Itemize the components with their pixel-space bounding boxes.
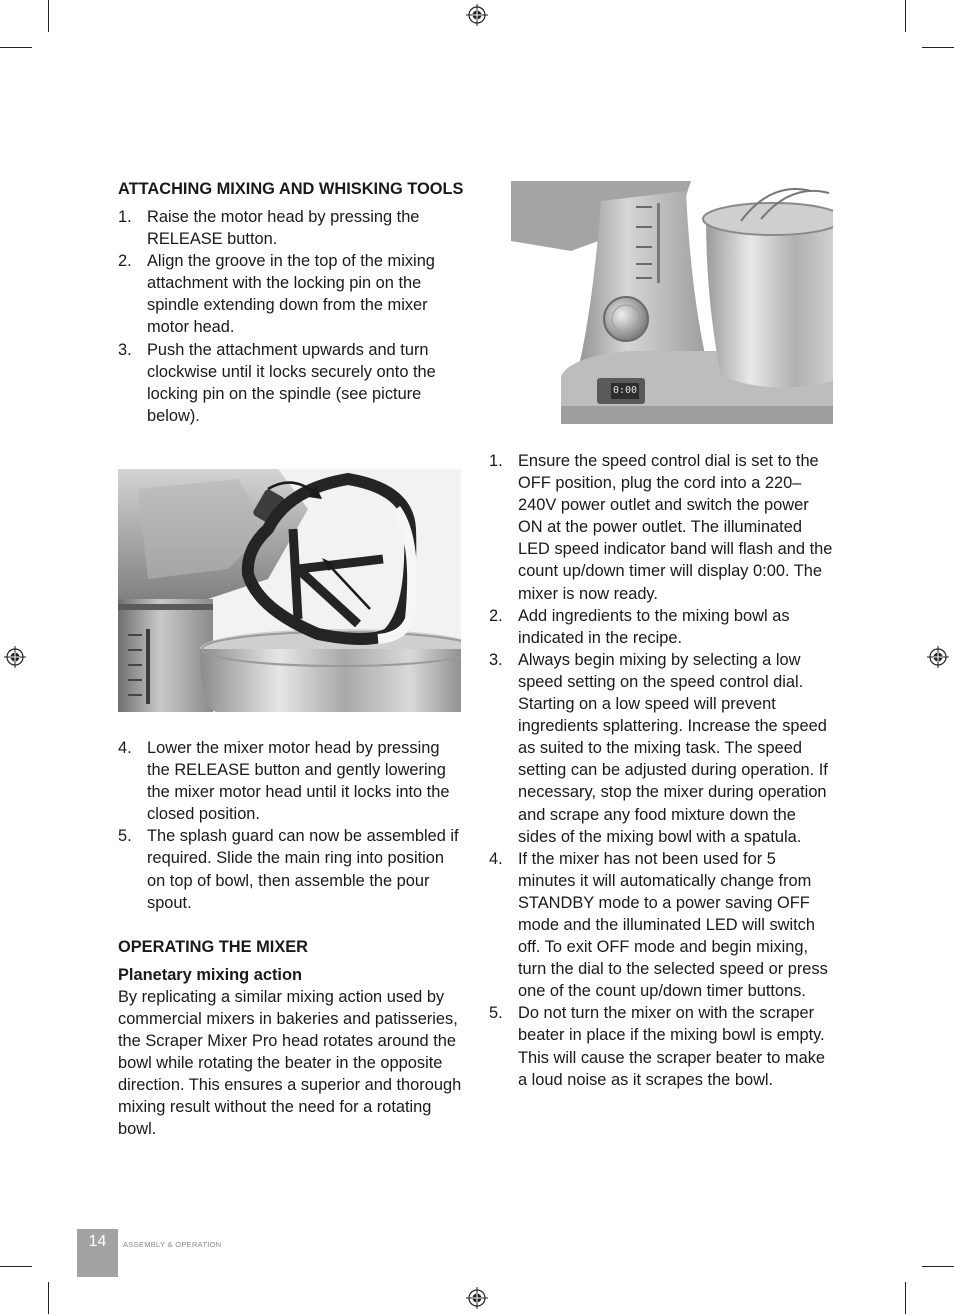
mixer-control-panel-photo: [511, 181, 833, 424]
registration-mark-icon: [466, 4, 488, 26]
list-item: 4. If the mixer has not been used for 5 minutes it will automatically change from STANDBY mode to a power saving OFF mode and the illuminated LED will switch off. To exit OFF mode and begin mixing, turn the dial to the selected speed or press one of the count up/down timer buttons.: [489, 849, 828, 1001]
crop-mark: [0, 47, 32, 48]
list-item: 1. Ensure the speed control dial is set to the OFF position, plug the cord into a 220–240V power outlet and switch the power ON at the power outlet. The illuminated LED speed indicator band will flash and the count up/down timer will display 0:00. The mixer is now ready.: [489, 452, 833, 603]
beater-attachment-photo: [118, 469, 461, 712]
list-item: 5. Do not turn the mixer on with the scraper beater in place if the mixing bowl is empty. This will cause the scraper beater to make a loud noise as it scrapes the bowl.: [489, 1004, 826, 1089]
crop-mark: [48, 0, 49, 32]
operating-steps-list: [489, 450, 837, 1091]
mixer-dial-illustration: [511, 181, 833, 424]
footer-section-label: ASSEMBLY & OPERATION: [123, 1240, 222, 1249]
registration-mark-icon: [466, 1287, 488, 1309]
crop-mark: [905, 0, 906, 32]
list-item: 1. Raise the motor head by pressing the RELEASE button.: [118, 208, 420, 249]
registration-mark-icon: [927, 646, 949, 668]
mixer-beater-illustration: [118, 469, 461, 712]
list-item: 2. Align the groove in the top of the mixing attachment with the locking pin on the spindle extending down from the mixer motor head.: [118, 252, 435, 337]
attaching-steps-list: [118, 206, 464, 427]
timer-display: 0:00: [612, 385, 638, 396]
planetary-paragraph: By replicating a similar mixing action used by commercial mixers in bakeries and patisseries, the Scraper Mixer Pro head rotates around the bowl while rotating the beater in the opposite direction. This ensures a superior and thorough mixing result without the need for a rotating bowl.: [118, 987, 462, 1139]
section-heading-attaching-tools: ATTACHING MIXING AND WHISKING TOOLS: [118, 180, 464, 198]
section-heading-operating: OPERATING THE MIXER: [118, 937, 309, 956]
crop-mark: [905, 1282, 906, 1314]
right-column: [489, 450, 837, 1091]
list-item: 3. Push the attachment upwards and turn clockwise until it locks securely onto the locking pin on the spindle (see picture below).: [118, 340, 436, 425]
subheading-planetary: Planetary mixing action: [118, 965, 302, 984]
crop-mark: [48, 1282, 49, 1314]
attaching-steps-list-continued: [118, 737, 464, 914]
list-item: 4. Lower the mixer motor head by pressing the RELEASE button and gently lowering the mixer motor head until it locks into the closed position.: [118, 738, 450, 824]
page-number-box: [77, 1229, 118, 1277]
list-item: 2. Add ingredients to the mixing bowl as indicated in the recipe.: [489, 606, 790, 647]
crop-mark: [922, 1266, 954, 1267]
registration-mark-icon: [4, 646, 26, 668]
list-item: 5. The splash guard can now be assembled if required. Slide the main ring into position on top of bowl, then assemble the pour spout.: [118, 827, 459, 912]
list-item: 3. Always begin mixing by selecting a low speed setting on the speed control dial. Starting on a low speed will prevent ingredients splattering. Increase the speed as suited to the mixing task. The speed setting can be adjusted during operation. If necessary, stop the mixer during operation and scrape any food mixture down the sides of the mixing bowl with a spatula.: [489, 650, 828, 846]
crop-mark: [922, 47, 954, 48]
crop-mark: [0, 1266, 32, 1267]
page-number: 14: [88, 1233, 107, 1250]
